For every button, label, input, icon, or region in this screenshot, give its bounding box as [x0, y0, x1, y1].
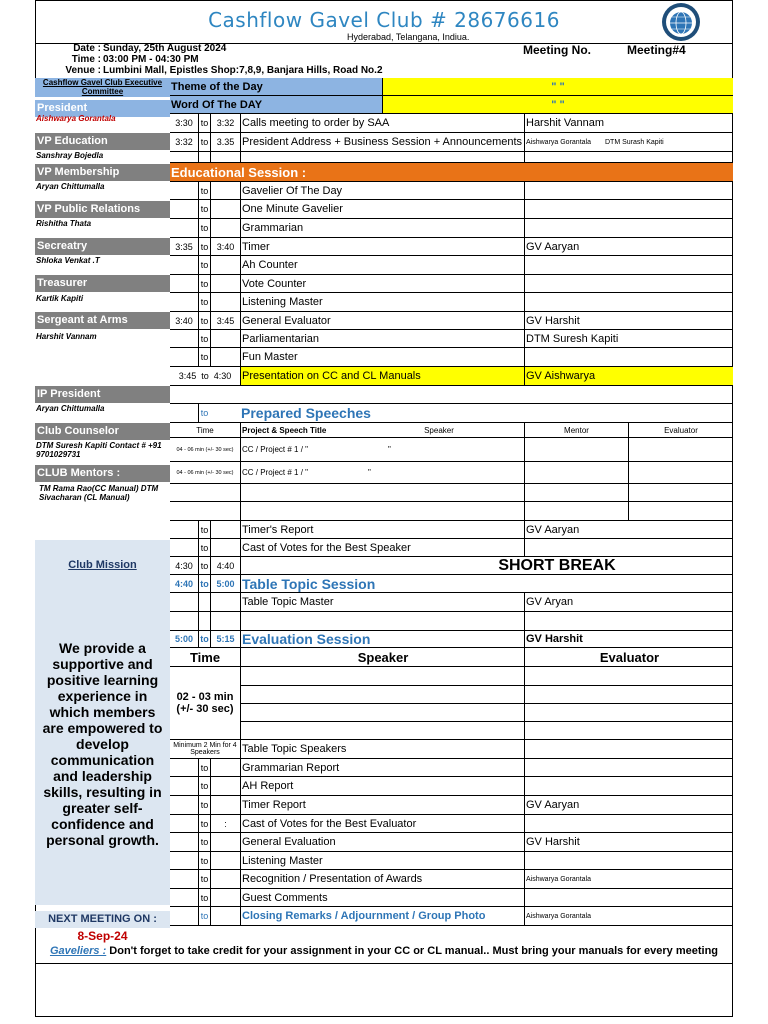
activity: Closing Remarks / Adjournment / Group Photo [240, 907, 524, 925]
assignee [524, 133, 733, 151]
role-name-president: Aishwarya Gorantala [36, 114, 116, 123]
activity: General Evaluation [240, 833, 524, 851]
assignee: GV Aaryan [524, 521, 733, 538]
speaker-time: Minimum 2 Min for 4 Speakers [173, 742, 237, 756]
col-evaluator: Evaluator [524, 648, 733, 666]
speech-row [170, 462, 733, 484]
activity: Timer [240, 238, 524, 255]
start-time: 3:35 [175, 241, 193, 252]
end-time: 4:40 [210, 557, 240, 574]
role-title-secretary: Secreatry [35, 238, 170, 255]
activity: Table Topic Speakers [240, 740, 524, 758]
short-break-label: SHORT BREAK [240, 557, 733, 574]
table-topic-session-header [170, 575, 733, 593]
assignee: GV Harshit [524, 631, 733, 647]
activity: President Address + Business Session + Announcements [240, 133, 524, 151]
to-label: to [198, 852, 210, 869]
evaluation-session-title: Evaluation Session [240, 631, 524, 647]
speech-row [170, 438, 733, 462]
agenda-row [170, 275, 733, 293]
to-label: to [198, 777, 210, 795]
to-label: to [198, 833, 210, 851]
club-location: Hyderabad, Telangana, Indiua. [347, 32, 470, 42]
to-label: to [198, 907, 210, 925]
activity: Grammarian Report [240, 759, 524, 776]
activity: General Evaluator [240, 312, 524, 329]
prepared-speeches-header [170, 404, 733, 423]
role-name-treasurer: Kartik Kapiti [36, 294, 84, 303]
speech-project: CC / Project # 1 / " " [240, 438, 524, 461]
time-label: Time : [71, 54, 101, 65]
end-time: 3:32 [210, 114, 240, 132]
role-title-vp-education: VP Education [35, 133, 170, 150]
agenda-row [170, 907, 733, 926]
spacer-row [170, 612, 733, 631]
col-mentor: Mentor [524, 423, 628, 437]
to-label: to [198, 182, 210, 199]
to-label: to [198, 133, 210, 151]
agenda-row [170, 114, 733, 133]
speech-project: CC / Project # 1 / " " [240, 462, 524, 483]
to-label: to [198, 312, 210, 329]
to-label: to [198, 114, 210, 132]
theme-label: Theme of the Day [171, 80, 263, 93]
assignee: GV Harshit [524, 312, 733, 329]
agenda-row [170, 870, 733, 889]
spacer-row [170, 152, 733, 163]
assignee: GV Harshit [524, 833, 733, 851]
gaveliers-note [35, 945, 733, 957]
activity: Vote Counter [240, 275, 524, 292]
agenda-row [170, 740, 733, 759]
agenda-row [170, 293, 733, 312]
activity: Timer's Report [240, 521, 524, 538]
role-title-club-mentors: CLUB Mentors : [35, 465, 170, 482]
end-time: 3:45 [210, 312, 240, 329]
agenda-row [170, 539, 733, 557]
prepared-speeches-title: Prepared Speeches [241, 405, 371, 421]
to-label: to [198, 631, 210, 647]
end-time: 3:40 [210, 238, 240, 255]
agenda-row [170, 133, 733, 152]
role-name-sergeant-at-arms: Harshit Vannam [36, 332, 97, 341]
role-title-vp-public-relations: VP Public Relations [35, 201, 170, 218]
start-time: 4:40 [174, 578, 193, 589]
to-label: to [198, 557, 210, 574]
time-value: 03:00 PM - 04:30 PM [103, 54, 199, 65]
next-meeting [35, 905, 170, 945]
to-label: to [198, 539, 210, 556]
activity: Timer Report [240, 796, 524, 814]
club-mission-title: Club Mission [68, 559, 137, 571]
executive-committee [35, 78, 170, 540]
agenda-row [170, 521, 733, 539]
role-title-president: President [35, 100, 170, 117]
agenda-row [170, 238, 733, 256]
start-time: 3:30 [175, 118, 193, 128]
speech-time: 04 - 06 min (+/- 30 sec) [176, 446, 234, 453]
to-label: to [198, 575, 210, 592]
start-time: 5:00 [174, 634, 193, 644]
activity: AH Report [240, 777, 524, 795]
role-name-club-mentors: TM Rama Rao(CC Manual) DTM Sivacharan (CL Manual) [39, 484, 159, 502]
activity: One Minute Gavelier [240, 200, 524, 218]
col-evaluator: Evaluator [628, 423, 733, 437]
activity: Calls meeting to order by SAA [240, 114, 524, 132]
gavel-club-logo-icon [657, 2, 705, 42]
role-title-ip-president: IP President [35, 386, 170, 403]
role-name-vp-membership: Aryan Chittumalla [36, 182, 105, 191]
word-value: " " [382, 96, 733, 113]
word-row [170, 96, 733, 114]
meeting-info [35, 44, 733, 78]
agenda-row [170, 219, 733, 238]
speech-time: 04 - 06 min (+/- 30 sec) [176, 469, 234, 476]
date-label: Date : [73, 43, 101, 54]
role-name-vp-education: Sanshray Bojedla [36, 151, 104, 160]
agenda-row [170, 330, 733, 348]
col-time: Time [196, 425, 214, 435]
to-label: to [198, 219, 210, 237]
activity: Ah Counter [240, 256, 524, 274]
agenda-row [170, 367, 733, 386]
agenda-row [170, 833, 733, 852]
activity: Cast of Votes for the Best Speaker [240, 539, 524, 556]
to-label: to [198, 200, 210, 218]
meeting-no-label: Meeting No. [523, 43, 591, 57]
to-label: to [198, 348, 210, 366]
to-label: to [198, 404, 210, 422]
activity: Listening Master [240, 293, 524, 311]
end-time: 3.35 [210, 133, 240, 151]
club-mission-panel [35, 540, 170, 905]
assignee: GV Aaryan [524, 796, 733, 814]
to-label: to [198, 238, 210, 255]
col-project: Project & Speech Title [240, 423, 354, 437]
activity: Gavelier Of The Day [240, 182, 524, 199]
theme-row [170, 78, 733, 96]
activity: Guest Comments [240, 889, 524, 906]
assignee: DTM Suresh Kapiti [524, 330, 733, 347]
speech-row [170, 502, 733, 521]
assignee: Aishwarya Gorantala [524, 870, 733, 888]
agenda-row [170, 200, 733, 219]
evaluation-session-header [170, 631, 733, 648]
agenda-row [170, 815, 733, 833]
end-time: 5:00 [210, 575, 240, 592]
activity: Cast of Votes for the Best Evaluator [240, 815, 524, 832]
start-time: 4:30 [175, 560, 193, 571]
to-label: to [198, 275, 210, 292]
agenda-row [170, 777, 733, 796]
meeting-no-value: Meeting#4 [627, 43, 686, 57]
club-title: Cashflow Gavel Club # 28676616 [208, 8, 560, 32]
activity: Presentation on CC and CL Manuals [240, 367, 524, 385]
col-time: Time [189, 649, 221, 665]
agenda-row [170, 182, 733, 200]
to-label: to [198, 330, 210, 347]
role-title-sergeant-at-arms: Sergeant at Arms [35, 312, 170, 329]
speech-row [170, 484, 733, 502]
next-meeting-label: NEXT MEETING ON : [35, 911, 170, 928]
agenda-row [170, 759, 733, 777]
gaveliers-label: Gaveliers : [49, 945, 107, 957]
club-mission-text: We provide a supportive and positive learning experience in which members are empowered to develop communication and leadership skills, resulting in greater self-confidence and personal growth. [42, 640, 163, 848]
evaluation-column-headers [170, 648, 733, 667]
assignee-2: DTM Surash Kapiti [604, 138, 664, 146]
header [35, 0, 733, 44]
word-label: Word Of The DAY [171, 98, 263, 111]
role-name-secretary: Shloka Venkat .T [36, 256, 100, 265]
committee-heading: Cashflow Gavel Club Executive Committee [35, 78, 170, 97]
end-time: 5:15 [210, 631, 240, 647]
activity: Parliamentarian [240, 330, 524, 347]
activity: Table Topic Master [240, 593, 524, 611]
start-time: 3:40 [175, 315, 193, 326]
start-time: 3:32 [175, 137, 193, 147]
venue-value: Lumbini Mall, Epistles Shop:7,8,9, Banjara Hills, Road No.2 [103, 65, 383, 76]
colon: : [210, 815, 240, 832]
to-label: to [198, 759, 210, 776]
next-meeting-date: 8-Sep-24 [77, 929, 128, 943]
role-name-club-counselor: DTM Suresh Kapiti Contact # +91 9701029731 [36, 441, 162, 459]
evaluation-rows [170, 667, 733, 740]
agenda-row [170, 312, 733, 330]
to-label: to [198, 796, 210, 814]
activity: Grammarian [240, 219, 524, 237]
agenda-row [170, 852, 733, 870]
col-speaker: Speaker [424, 425, 454, 435]
role-title-vp-membership: VP Membership [35, 164, 170, 181]
date-value: Sunday, 25th August 2024 [103, 43, 227, 54]
assignee: GV Aishwarya [524, 367, 733, 385]
agenda-row [170, 889, 733, 907]
agenda-row [170, 348, 733, 367]
role-name-ip-president: Aryan Chittumalla [36, 404, 105, 413]
educational-session-header [170, 163, 733, 182]
assignee: Harshit Vannam [524, 114, 733, 132]
agenda-table [170, 78, 733, 945]
role-name-vp-public-relations: Rishitha Thata [36, 219, 92, 228]
activity: Recognition / Presentation of Awards [240, 870, 524, 888]
agenda-row [170, 256, 733, 275]
assignee: Aishwarya Gorantala [524, 907, 733, 925]
col-speaker: Speaker [240, 648, 524, 666]
assignee: GV Aaryan [524, 238, 733, 255]
role-title-club-counselor: Club Counselor [35, 423, 170, 440]
to-label: to [198, 870, 210, 888]
activity: Listening Master [240, 852, 524, 869]
assignee-1: Aishwarya Gorantala [526, 138, 591, 146]
spacer-row [170, 386, 733, 404]
prepared-speeches-column-headers [170, 423, 733, 438]
short-break-row [170, 557, 733, 575]
educational-session-title: Educational Session : [171, 164, 307, 180]
table-topic-session-title: Table Topic Session [240, 575, 524, 592]
agenda-row [170, 796, 733, 815]
to-label: to [198, 256, 210, 274]
theme-value: " " [382, 78, 733, 95]
time-range: 3:45 to 4:30 [178, 371, 232, 381]
evaluation-time: 02 - 03 min (+/- 30 sec) [176, 691, 234, 715]
activity: Fun Master [240, 348, 524, 366]
assignee: GV Aryan [524, 593, 733, 611]
role-title-treasurer: Treasurer [35, 275, 170, 292]
to-label: to [198, 293, 210, 311]
agenda-row [170, 593, 733, 612]
to-label: to [198, 521, 210, 538]
venue-label: Venue : [65, 65, 101, 76]
to-label: to [198, 889, 210, 906]
to-label: to [198, 815, 210, 832]
gaveliers-text: Don't forget to take credit for your assignment in your CC or CL manual.. Must bring your manuals for every meeting [106, 945, 719, 957]
